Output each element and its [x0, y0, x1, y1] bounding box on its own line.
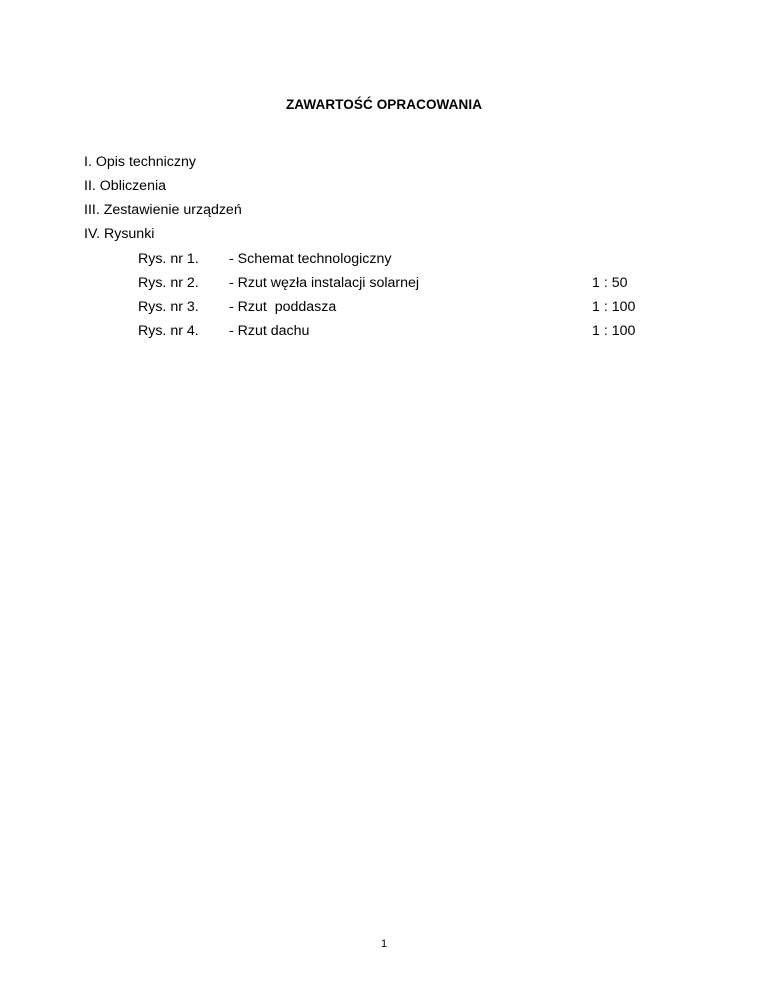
drawing-row [138, 322, 652, 346]
drawing-number: Rys. nr 3. [138, 299, 199, 315]
document-title: ZAWARTOŚĆ OPRACOWANIA [285, 97, 483, 112]
contents-item-zestawienie-urzadzen: III. Zestawienie urządzeń [84, 202, 242, 218]
drawings-table [138, 250, 652, 346]
drawing-description: - Rzut węzła instalacji solarnej [229, 275, 420, 291]
contents-list [84, 153, 242, 249]
drawing-number: Rys. nr 2. [138, 275, 199, 291]
drawing-scale: 1 : 100 [592, 299, 636, 315]
contents-item-opis-techniczny: I. Opis techniczny [84, 154, 196, 170]
drawing-description: - Schemat technologiczny [229, 251, 392, 267]
page-number: 1 [380, 938, 388, 950]
drawing-scale: 1 : 100 [592, 323, 636, 339]
drawing-description: - Rzut poddasza [229, 299, 337, 315]
contents-item-rysunki: IV. Rysunki [84, 226, 155, 242]
drawing-number: Rys. nr 4. [138, 323, 199, 339]
drawing-scale [592, 250, 652, 274]
drawing-description: - Rzut dachu [229, 323, 310, 339]
drawing-row [138, 250, 652, 274]
contents-item-obliczenia: II. Obliczenia [84, 178, 167, 194]
drawing-scale: 1 : 50 [592, 275, 628, 291]
drawing-row [138, 298, 652, 322]
drawing-number: Rys. nr 1. [138, 251, 199, 267]
drawing-row [138, 274, 652, 298]
